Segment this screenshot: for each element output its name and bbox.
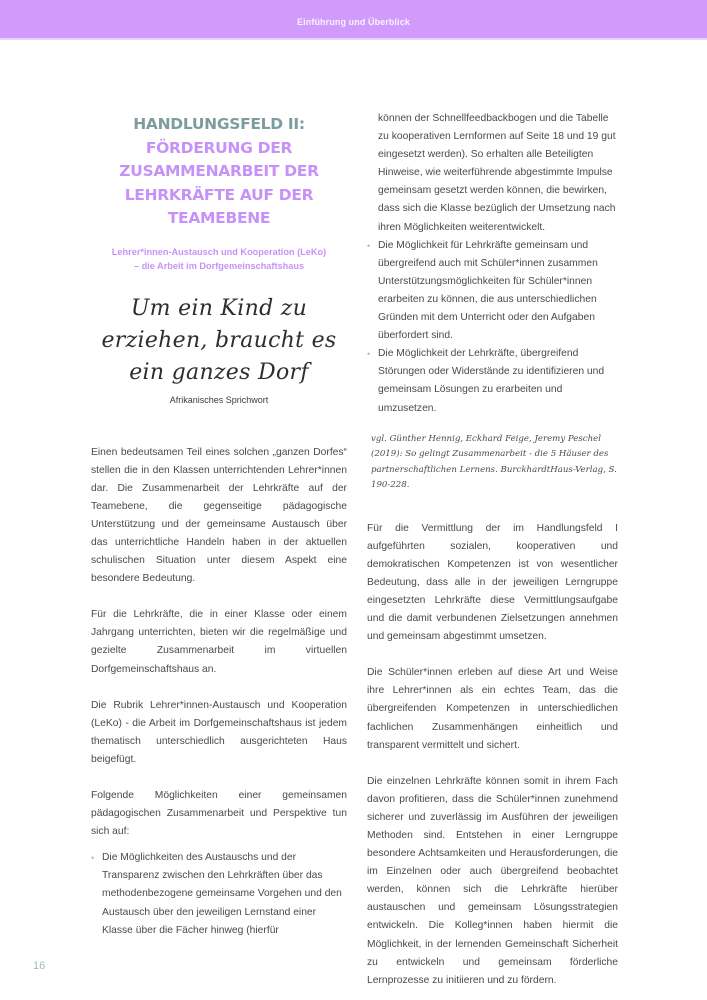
paragraph: Einen bedeutsamen Teil eines solchen „ganzen Dorfes“ stellen die in den Klassen unterrichtenden Lehrer*innen dar. Die Zusammenarbeit der Lehrkräfte auf der Teamebene, die gegenseitige pädagogische Unterstützung und der gemeinsame Austausch über das unterrichtliche Handeln haben in der aktuellen schulischen Situation unter diesem Aspekt eine besondere Bedeutung. [91, 446, 347, 585]
paragraph: Für die Lehrkräfte, die in einer Klasse oder einem Jahrgang unterrichten, bieten wir die regelmäßige und gezielte Zusammenarbeit im virtuellen Dorfgemeinschaftshaus an. [91, 609, 347, 675]
subheading-line: – die Arbeit im Dorfgemeinschaftshaus [133, 260, 305, 271]
bullet-list [91, 849, 347, 939]
heading-line: LEHRKRÄFTE AUF DER [124, 185, 314, 204]
bullet-dot-icon: • [367, 240, 371, 251]
left-column [91, 110, 347, 940]
paragraph: Die Rubrik Lehrer*innen-Austausch und Kooperation (LeKo) - die Arbeit im Dorfgemeinschaftshaus ist jedem thematisch unterschiedlich ausgerichteten Haus beigefügt. [91, 699, 347, 765]
list-item: • Die Möglichkeiten des Austauschs und der Transparenz zwischen den Lehrkräften über das methodenbezogene gemeinsame Vorgehen und den Austausch über den jeweiligen Lernstand einer Klasse über die Fächer hinweg (hierfür [91, 849, 347, 939]
quote-line: Um ein Kind zu [130, 295, 308, 321]
page-number: 16 [33, 960, 46, 972]
section-header-bar [0, 0, 707, 40]
page-heading [91, 113, 347, 231]
right-column [367, 110, 618, 990]
quote-source: Afrikanisches Sprichwort [169, 394, 269, 405]
paragraph: Die Schüler*innen erleben auf diese Art und Weise ihre Lehrer*innen als ein echtes Team, das die übergreifenden Kompetenzen in unterschiedlichen fachlichen Zusammenhängen einheitlich und transparent vermittelt und sichert. [367, 667, 618, 751]
subheading-line: Lehrer*innen-Austausch und Kooperation (LeKo) [111, 246, 327, 257]
subheading [91, 245, 347, 273]
heading-line: HANDLUNGSFELD II: [133, 115, 305, 133]
list-item-continued: können der Schnellfeedbackbogen und die Tabelle zu kooperativen Lernformen auf Seite 18 und 19 gut eingesetzt werden). So erhalten alle Beteiligten Hinweise, wie weiterführende abgestimmte Impulse gemeinsam gesetzt werden können, die bewirken, dass sich die Klasse bezüglich der Umsetzung nach ihren Möglichkeiten weiterentwickelt. [378, 113, 616, 233]
bullet-dot-icon: • [91, 853, 95, 864]
paragraph: Die einzelnen Lehrkräfte können somit in ihrem Fach davon profitieren, dass die Schüler*innen zunehmend sicherer und zuverlässig im Ausführen der jeweiligen Methoden sind. Entstehen in einer Lerngruppe besondere Achtsamkeiten und Herausforderungen, die im Einzelnen oder auch übergreifend beobachtet werden, können sich die Lehrkräfte hierüber austauschen und gemeinsam Lösungsstrategien entwickeln. Die Kolleg*innen haben hiermit die Möglichkeit, in der lernenden Gemeinschaft Sicherheit zu entwickeln und gemeinsam förderliche Lernprozesse zu initiieren und zu fördern. [367, 775, 618, 986]
list-item: • Die Möglichkeit der Lehrkräfte, übergreifend Störungen oder Widerstände zu identifizieren und gemeinsam Lösungen zu erarbeiten und umzusetzen. [367, 345, 618, 417]
paragraph: Folgende Möglichkeiten einer gemeinsamen pädagogischen Zusammenarbeit und Perspektive tun sich auf: [91, 790, 347, 838]
heading-line: FÖRDERUNG DER [145, 138, 293, 157]
quote-line: erziehen, braucht es [101, 327, 337, 353]
list-item: • Die Möglichkeit für Lehrkräfte gemeinsam und übergreifend auch mit Schüler*innen zusammen Unterstützungsmöglichkeiten für Schüler*innen erarbeiten zu können, die aus unterschiedlichen Gründen mit dem Unterricht oder den Aufgaben überfordert sind. [367, 237, 618, 346]
section-title: Einführung und Überblick [297, 17, 410, 27]
citation: vgl. Günther Hennig, Eckhard Feige, Jeremy Peschel (2019): So gelingt Zusammenarbeit - die 5 Häuser des partnerschaftlichen Lernens. BurckhardtHaus-Verlag, S. 190-228. [371, 433, 617, 491]
heading-line: TEAMEBENE [167, 209, 271, 227]
quote [91, 293, 347, 389]
bullet-dot-icon: • [367, 349, 371, 360]
paragraph: Für die Vermittlung der im Handlungsfeld I aufgeführten sozialen, kooperativen und demokratischen Kompetenzen ist von wesentlicher Bedeutung, dass alle in der jeweiligen Lerngruppe eingesetzten Lehrkräfte diese Vermittlungsaufgabe und die damit verbundenen Zielsetzungen annehmen und gemeinsam abgestimmt umsetzen. [367, 522, 618, 643]
heading-line: ZUSAMMENARBEIT DER [119, 162, 319, 180]
quote-line: ein ganzes Dorf [129, 359, 309, 385]
bullet-list [367, 110, 618, 418]
